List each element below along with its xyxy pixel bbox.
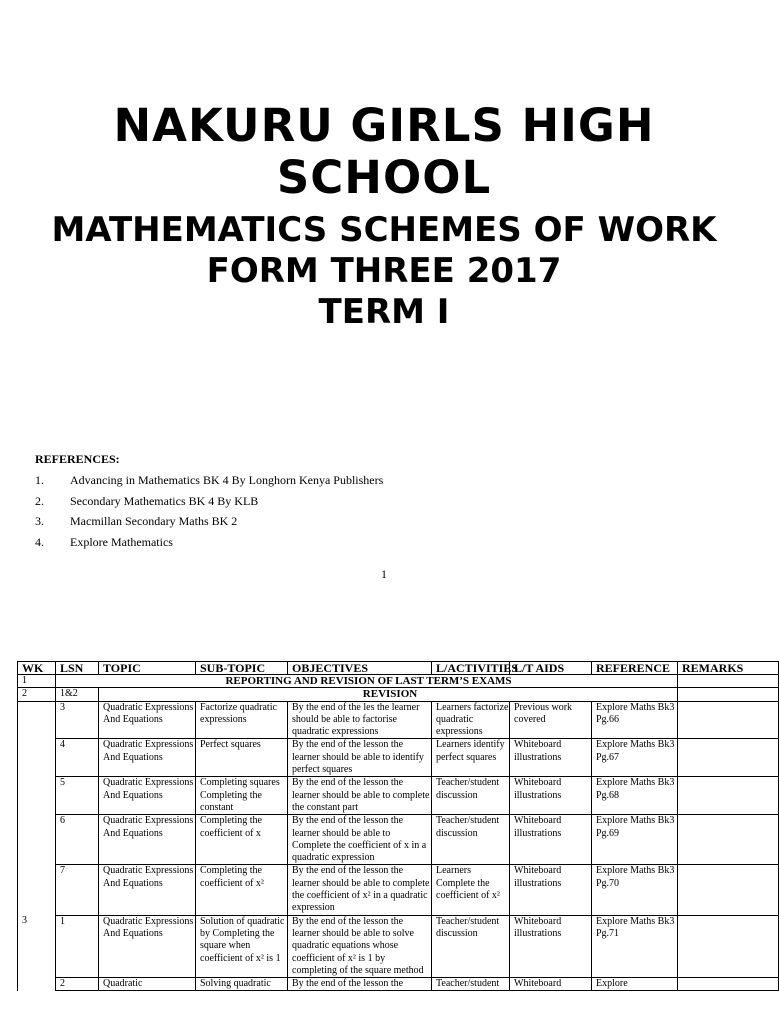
reference-cell: Explore Maths Bk3 Pg.67 bbox=[592, 739, 678, 777]
lsn-cell: 3 bbox=[56, 701, 99, 739]
lsn-cell: 6 bbox=[56, 815, 99, 865]
objectives-cell: By the end of the lesson the learner should be able to solve quadratic equations whose coefficient of x² is 1 by completing of the square method bbox=[288, 915, 432, 977]
table-row bbox=[18, 739, 779, 777]
remarks-cell bbox=[678, 688, 779, 701]
header-lsn: LSN bbox=[56, 662, 99, 675]
reference-cell: Explore bbox=[592, 978, 678, 991]
objectives-cell: By the end of the les the learner should be able to factorise quadratic expressions bbox=[288, 701, 432, 739]
objectives-cell: By the end of the lesson the learner should be able to identify perfect squares bbox=[288, 739, 432, 777]
subtopic-cell: Factorize quadratic expressions bbox=[196, 701, 288, 739]
reference-cell: Explore Maths Bk3 Pg.69 bbox=[592, 815, 678, 865]
scheme-title: MATHEMATICS SCHEMES OF WORK bbox=[51, 210, 717, 250]
topic-cell: Quadratic bbox=[99, 978, 196, 991]
lsn-cell: 1&2 bbox=[56, 688, 99, 701]
activities-cell: Teacher/student discussion bbox=[432, 815, 510, 865]
table-row bbox=[18, 915, 779, 977]
subtopic-cell: Completing the coefficient of x bbox=[196, 815, 288, 865]
topic-cell: Quadratic Expressions And Equations bbox=[99, 815, 196, 865]
activities-cell: Learners factorize quadratic expressions bbox=[432, 701, 510, 739]
activities-cell: Teacher/student discussion bbox=[432, 777, 510, 815]
reference-cell: Explore Maths Bk3 Pg.71 bbox=[592, 915, 678, 977]
reference-cell: Explore Maths Bk3 Pg.70 bbox=[592, 865, 678, 915]
topic-cell: Quadratic Expressions And Equations bbox=[99, 701, 196, 739]
remarks-cell bbox=[678, 739, 779, 777]
topic-cell: Quadratic Expressions And Equations bbox=[99, 739, 196, 777]
table-row bbox=[18, 865, 779, 915]
term: TERM I bbox=[318, 292, 450, 332]
document-title bbox=[0, 100, 768, 333]
span-cell: REVISION bbox=[99, 688, 678, 701]
subtopic-cell: Perfect squares bbox=[196, 739, 288, 777]
remarks-cell bbox=[678, 865, 779, 915]
activities-cell: Learners identify perfect squares bbox=[432, 739, 510, 777]
subtopic-cell: Solution of quadratic by Completing the square when coefficient of x² is 1 bbox=[196, 915, 288, 977]
wk-cell: 2 bbox=[18, 688, 56, 701]
aids-cell: Whiteboard illustrations bbox=[510, 915, 592, 977]
remarks-cell bbox=[678, 815, 779, 865]
school-name-line1: NAKURU GIRLS HIGH bbox=[113, 99, 655, 152]
reference-cell: Explore Maths Bk3 Pg.68 bbox=[592, 777, 678, 815]
activities-cell: Teacher/student bbox=[432, 978, 510, 991]
remarks-cell bbox=[678, 675, 779, 688]
reference-cell: Explore Maths Bk3 Pg.66 bbox=[592, 701, 678, 739]
header-objectives: OBJECTIVES bbox=[288, 662, 432, 675]
objectives-cell: By the end of the lesson the bbox=[288, 978, 432, 991]
activities-cell: Teacher/student discussion bbox=[432, 915, 510, 977]
objectives-cell: By the end of the lesson the learner should be able to complete the constant part bbox=[288, 777, 432, 815]
aids-cell: Whiteboard illustrations bbox=[510, 815, 592, 865]
reference-item: 1. Advancing in Mathematics BK 4 By Longhorn Kenya Publishers bbox=[35, 473, 384, 487]
lsn-cell: 1 bbox=[56, 915, 99, 977]
form-year: FORM THREE 2017 bbox=[206, 251, 562, 291]
topic-cell: Quadratic Expressions And Equations bbox=[99, 865, 196, 915]
subtopic-cell: Solving quadratic bbox=[196, 978, 288, 991]
aids-cell: Whiteboard illustrations bbox=[510, 865, 592, 915]
remarks-cell bbox=[678, 978, 779, 991]
header-wk: WK bbox=[18, 662, 56, 675]
wk-cell bbox=[18, 701, 56, 915]
aids-cell: Whiteboard illustrations bbox=[510, 739, 592, 777]
remarks-cell bbox=[678, 915, 779, 977]
subtopic-cell: Completing squares Completing the constant bbox=[196, 777, 288, 815]
header-subtopic: SUB-TOPIC bbox=[196, 662, 288, 675]
remarks-cell bbox=[678, 701, 779, 739]
table-row bbox=[18, 777, 779, 815]
objectives-cell: By the end of the lesson the learner should be able to complete the coefficient of x² in a quadratic expression bbox=[288, 865, 432, 915]
table-header-row bbox=[18, 662, 779, 675]
table-row bbox=[18, 675, 779, 688]
reference-item: 2. Secondary Mathematics BK 4 By KLB bbox=[35, 493, 259, 508]
remarks-cell bbox=[678, 777, 779, 815]
lsn-cell: 7 bbox=[56, 865, 99, 915]
table-row bbox=[18, 688, 779, 701]
lsn-cell: 4 bbox=[56, 739, 99, 777]
school-name-line2: SCHOOL bbox=[276, 151, 492, 204]
topic-cell: Quadratic Expressions And Equations bbox=[99, 915, 196, 977]
references-heading: REFERENCES: bbox=[35, 452, 120, 466]
header-aids: L/T AIDS bbox=[510, 662, 592, 675]
header-remarks: REMARKS bbox=[678, 662, 779, 675]
objectives-cell: By the end of the lesson the learner should be able to Complete the coefficient of x in a quadratic expression bbox=[288, 815, 432, 865]
span-cell: REPORTING AND REVISION OF LAST TERM’S EXAMS bbox=[56, 675, 678, 688]
table-row bbox=[18, 701, 779, 739]
topic-cell: Quadratic Expressions And Equations bbox=[99, 777, 196, 815]
references-section bbox=[35, 452, 383, 556]
table-row bbox=[18, 978, 779, 991]
table-row bbox=[18, 815, 779, 865]
wk-cell: 1 bbox=[18, 675, 56, 688]
aids-cell: Previous work covered bbox=[510, 701, 592, 739]
reference-item: 4. Explore Mathematics bbox=[35, 534, 173, 549]
activities-cell: Learners Complete the coefficient of x² bbox=[432, 865, 510, 915]
subtopic-cell: Completing the coefficient of x² bbox=[196, 865, 288, 915]
scheme-of-work-table bbox=[17, 661, 779, 991]
header-activities: L/ACTIVITIES bbox=[432, 662, 510, 675]
header-topic: TOPIC bbox=[99, 662, 196, 675]
page-number: 1 bbox=[381, 567, 387, 581]
aids-cell: Whiteboard bbox=[510, 978, 592, 991]
lsn-cell: 5 bbox=[56, 777, 99, 815]
aids-cell: Whiteboard illustrations bbox=[510, 777, 592, 815]
wk-cell: 3 bbox=[18, 915, 56, 991]
lsn-cell: 2 bbox=[56, 978, 99, 991]
header-reference: REFERENCE bbox=[592, 662, 678, 675]
reference-item: 3. Macmillan Secondary Maths BK 2 bbox=[35, 514, 238, 528]
